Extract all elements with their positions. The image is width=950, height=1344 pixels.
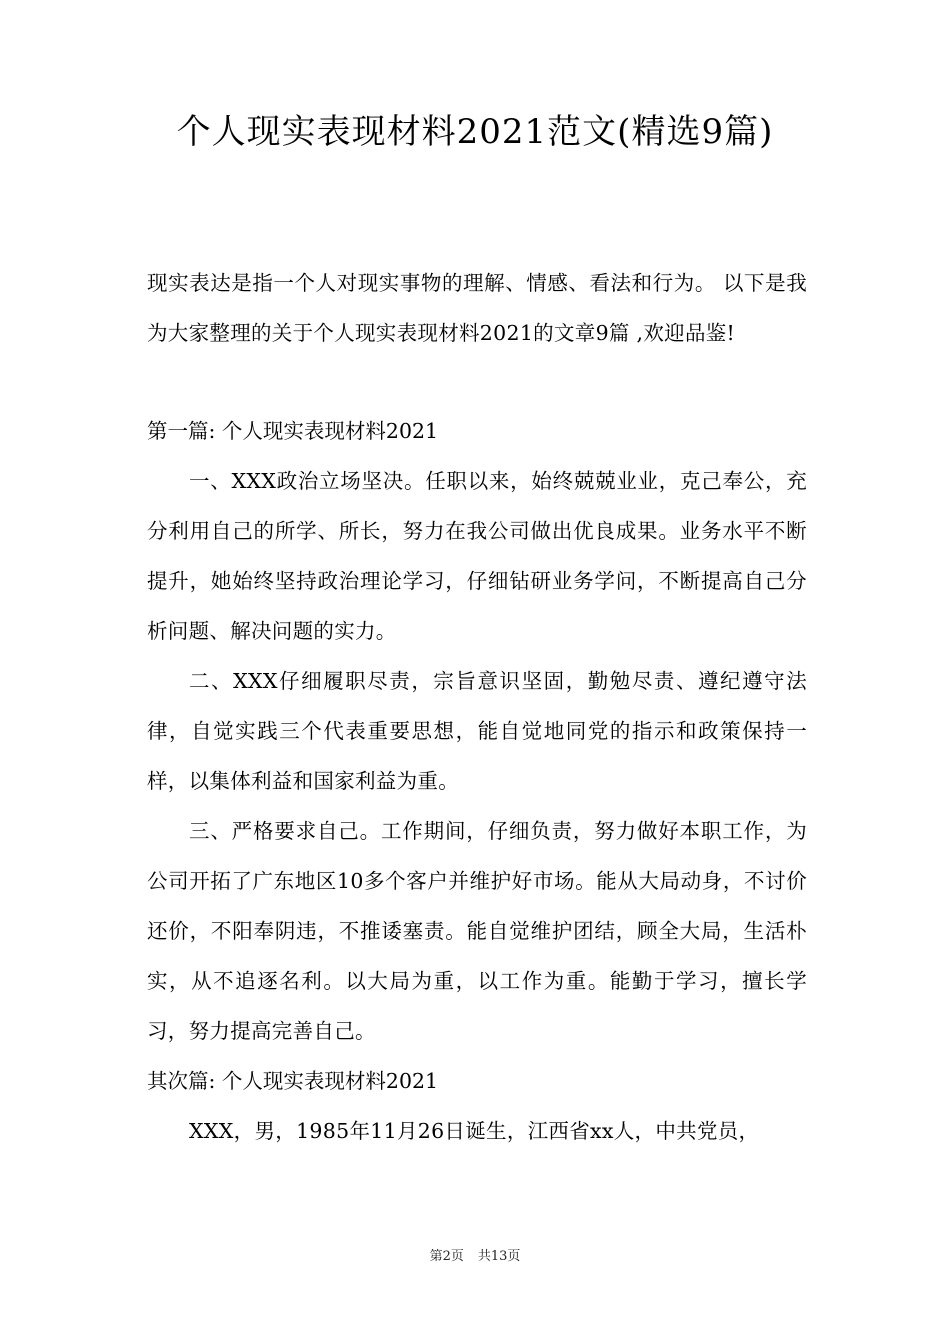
document-title: 个人现实表现材料2021范文(精选9篇)	[176, 112, 774, 152]
section-2	[147, 1056, 807, 1156]
section-heading: 第一篇: 个人现实表现材料2021	[147, 419, 439, 443]
document-body	[147, 258, 807, 1156]
intro-paragraph: 现实表达是指一个人对现实事物的理解、情感、看法和行为。 以下是我为大家整理的关于个人现实表现材料2021的文章9篇 ,欢迎品鉴!	[147, 271, 807, 345]
section-paragraph: 一、XXX政治立场坚决。任职以来，始终兢兢业业，克己奉公，充分利用自己的所学、所长，努力在我公司做出优良成果。业务水平不断提升，她始终坚持政治理论学习，仔细钻研业务学问，不断提高自己分析问题、解决问题的实力。	[147, 469, 807, 643]
spacer	[147, 358, 807, 406]
section-paragraph: 二、XXX仔细履职尽责，宗旨意识坚固，勤勉尽责、遵纪遵守法律，自觉实践三个代表重要思想，能自觉地同党的指示和政策保持一样，以集体利益和国家利益为重。	[147, 669, 807, 793]
section-heading: 其次篇: 个人现实表现材料2021	[147, 1069, 439, 1093]
page-total: 共13页	[477, 1249, 521, 1264]
page-footer	[0, 1248, 950, 1266]
section-1	[147, 406, 807, 1056]
section-paragraph: 三、严格要求自己。工作期间，仔细负责，努力做好本职工作，为公司开拓了广东地区10多个客户并维护好市场。能从大局动身，不讨价还价，不阳奉阴违，不推诿塞责。能自觉维护团结，顾全大局，生活朴实，从不追逐名利。以大局为重，以工作为重。能勤于学习，擅长学习，努力提高完善自己。	[147, 819, 807, 1043]
section-paragraph: XXX，男，1985年11月26日诞生，江西省xx人，中共党员，	[189, 1119, 760, 1143]
page-number: 第2页	[429, 1249, 464, 1264]
